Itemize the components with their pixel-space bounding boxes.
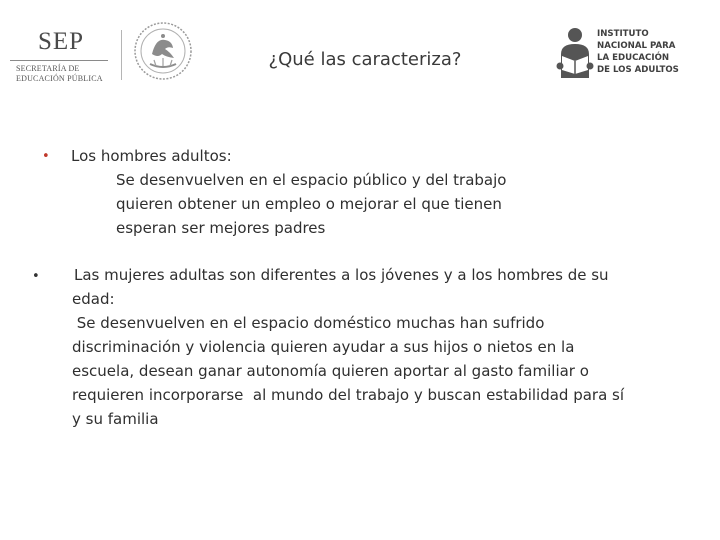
bullet-lead: Las mujeres adultas son diferentes a los jóvenes y a los hombres de su [74, 266, 609, 284]
bullet-marker: • [32, 269, 40, 284]
bullet-marker: • [42, 149, 50, 164]
bullet-line: Se desenvuelven en el espacio doméstico muchas han sufrido [72, 314, 545, 332]
bullet-line: esperan ser mejores padres [116, 219, 326, 237]
inea-logo-line: INSTITUTO [597, 29, 649, 39]
inea-logo-line: NACIONAL PARA [597, 41, 676, 51]
bullet-line: quieren obtener un empleo o mejorar el que tienen [116, 195, 502, 213]
inea-logo-line: LA EDUCACIÓN [597, 53, 670, 63]
bullet-line: edad: [72, 290, 115, 308]
bullet-line: Se desenvuelven en el espacio público y del trabajo [116, 171, 507, 189]
bullet-line: y su familia [72, 410, 159, 428]
inea-logo-line: DE LOS ADULTOS [597, 65, 679, 75]
sep-logo-line1: SECRETARÍA DE [16, 64, 80, 73]
bullet-line: discriminación y violencia quieren ayudar a sus hijos o nietos en la [72, 338, 575, 356]
bullet-lead: Los hombres adultos: [71, 147, 232, 165]
bullet-line: escuela, desean ganar autonomía quieren aportar al gasto familiar o [72, 362, 589, 380]
sep-logo-line2: EDUCACIÓN PÚBLICA [16, 74, 103, 83]
slide-title: ¿Qué las caracteriza? [268, 49, 462, 70]
bullet-line: requieren incorporarse al mundo del trabajo y buscan estabilidad para sí [72, 386, 625, 404]
sep-logo-word: SEP [38, 28, 85, 55]
